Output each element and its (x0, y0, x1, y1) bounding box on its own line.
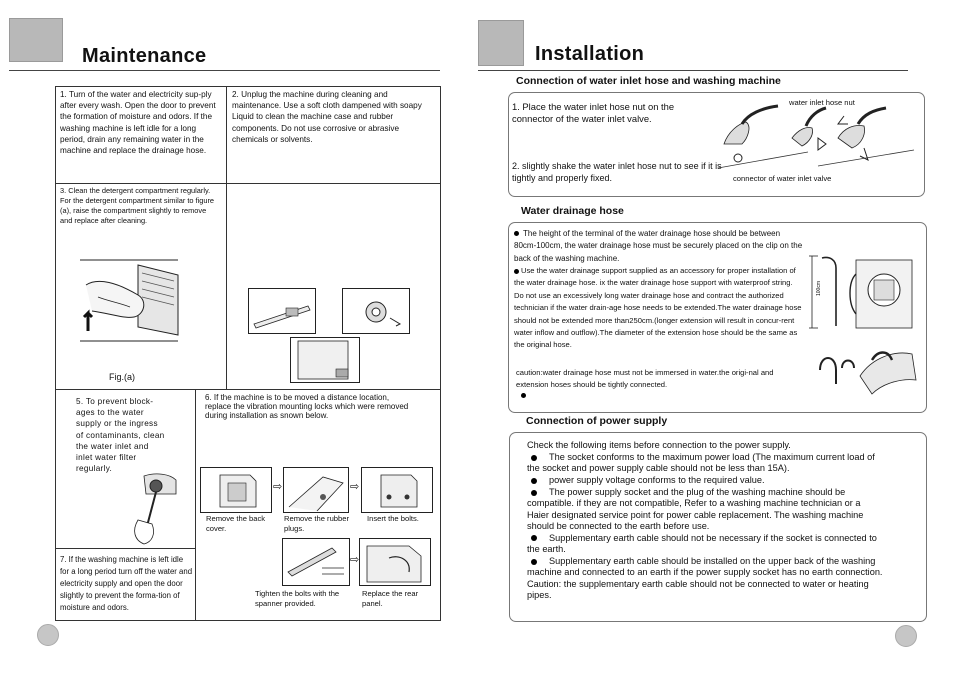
remove-back-cover-figure (200, 467, 272, 513)
bullet-icon (531, 559, 537, 565)
power-item-1-text: The socket conforms to the maximum power load (The maximum current load of the socket and power supply cable should not be less than 15A). (527, 452, 875, 474)
page-number-circle-left (37, 624, 59, 646)
label-connector: connector of water inlet valve (733, 174, 832, 183)
power-item-2-text: power supply voltage conforms to the required value. (549, 475, 765, 486)
title-rule-left (9, 70, 440, 71)
remove-rubber-plugs-figure (283, 467, 349, 513)
drainage-para-2 (514, 265, 804, 352)
drainage-para-3: caution:water drainage hose must not be immersed in water.the origi-nal and extension hoses should be tightly connected. (516, 368, 774, 390)
mounting-figure-1 (248, 288, 316, 334)
label-inlet-hose-nut: water inlet hose nut (789, 98, 855, 107)
inlet-heading: Connection of water inlet hose and washing machine (516, 75, 781, 87)
section-marker-left (9, 18, 63, 62)
table-hline-3 (55, 548, 196, 549)
drainage-height-figure (808, 254, 920, 334)
drainage-hook-figure (812, 340, 920, 402)
power-item-4-text: Supplementary earth cable should not be necessary if the socket is connected to the earth. (527, 532, 877, 554)
title-rule-right (478, 70, 908, 71)
bullet-icon (531, 455, 537, 461)
maint-item-3: 3. Clean the detergent compartment regularly. For the detergent compartment similar to figure (a), raise the compartment slightly to remove and replace after cleaning. (60, 186, 215, 225)
drainage-para-2-text: Use the water drainage support supplied as an accessory for proper installation of the water drainage hose. ix the water drainage hose support with waterproof string. Do not use an excessively long water drainage hose and contract the authorized technician if the water drain-age hose needs to be extended.The water drainage hose should not be extended more than250cm.(longer extension will result in concur-rent water inflow and outflow).The diameter of the extension hose should be the same as the original hose. (514, 266, 802, 350)
power-item-3-text: The power supply socket and the plug of the washing machine should be compatible. if they are not compatible, Refer to a washing machine technician or a Haier designated service point for power cable replacement. The washing machine should be connected to the earth before use. (527, 487, 864, 531)
section-marker-right (478, 20, 524, 66)
caption-remove-plugs: Remove the rubber plugs. (284, 514, 350, 533)
maint-item-6: 6. If the machine is to be moved a distance location, replace the vibration mounting locks which were removed during installation as snown below. (205, 393, 409, 420)
svg-text:100cm: 100cm (816, 280, 822, 296)
maint-item-5: 5. To prevent block-ages to the water supply or the ingress of contaminants, clean the water inlet and inlet water filter regularly. (76, 397, 165, 474)
maintenance-title: Maintenance (82, 45, 207, 67)
arrow-right-icon: ⇨ (273, 481, 283, 493)
drainage-para-1 (514, 228, 804, 265)
filter-cleaning-figure (126, 470, 196, 546)
power-item-3 (527, 487, 883, 531)
power-item-2 (527, 475, 883, 486)
insert-bolts-figure (361, 467, 433, 513)
bullet-icon (531, 490, 537, 496)
tighten-bolts-figure (282, 538, 350, 586)
bullet-icon (521, 393, 526, 398)
power-item-4 (527, 533, 883, 555)
power-intro: Check the following items before connection to the power supply. (527, 440, 791, 450)
power-heading: Connection of power supply (526, 415, 668, 427)
power-item-5-text: Supplementary earth cable should be installed on the upper back of the washing machine and connected to an earth if the power supply socket has no earth connection. (527, 555, 883, 578)
caption-tighten: Tighten the bolts with the spanner provided. (255, 589, 340, 608)
page-number-circle-right (895, 625, 917, 647)
bullet-icon (514, 269, 519, 274)
power-item-5 (527, 556, 883, 578)
arrow-right-icon: ⇨ (350, 481, 360, 493)
table-vline-top (226, 86, 227, 389)
caption-remove-back: Remove the back cover. (206, 514, 266, 533)
bullet-icon (531, 478, 537, 484)
inlet-step-1: 1. Place the water inlet hose nut on the connector of the water inlet valve. (512, 101, 675, 124)
bullet-icon (514, 231, 519, 236)
maint-item-2: 2. Unplug the machine during cleaning and maintenance. Use a soft cloth dampened with soapy Liquid to clean the machine case and rubber components. Do not use corrosive or abrasive chemicals or solvents. (232, 90, 422, 144)
caption-insert-bolts: Insert the bolts. (367, 514, 419, 523)
table-hline-1 (55, 183, 440, 184)
caption-replace-panel: Replace the rear panel. (362, 589, 419, 608)
drainage-para-1-text: The height of the terminal of the water drainage hose should be between 80cm-100cm, the water drainage hose must be securely placed on the clip on the back of the washing machine. (514, 229, 803, 263)
table-hline-2 (55, 389, 440, 390)
mounting-figure-2 (342, 288, 410, 334)
installation-title: Installation (535, 43, 645, 65)
power-item-1 (527, 452, 883, 474)
maint-item-1: 1. Turn of the water and electricity sup-ply after every wash. Open the door to prevent the formation of moisture and odors. If the washing machine is left idle for a long period, drain any remaining water in the machine and replace the drainage hose. (60, 90, 216, 156)
arrow-right-icon: ⇨ (350, 554, 360, 566)
maint-item-7: 7. If the washing machine is left idle for a long period turn off the water and electricity supply and open the door slightly to prevent the forma-tion of moisture and odors. (60, 555, 193, 612)
power-content (527, 440, 883, 601)
inlet-step-2: 2. slightly shake the water inlet hose nut to see if it is tightly and properly fixed. (512, 161, 722, 183)
replace-rear-panel-figure (359, 538, 431, 586)
power-caution: Caution: the supplementary earth cable should not be connected to water or heating pipes. (527, 579, 869, 601)
inlet-hose-figure (718, 104, 918, 172)
detergent-drawer-figure (78, 255, 182, 345)
drainage-heading: Water drainage hose (521, 205, 624, 217)
mounting-figure-3 (290, 337, 360, 383)
bullet-icon (531, 535, 537, 541)
fig-a-caption: Fig.(a) (109, 372, 136, 382)
